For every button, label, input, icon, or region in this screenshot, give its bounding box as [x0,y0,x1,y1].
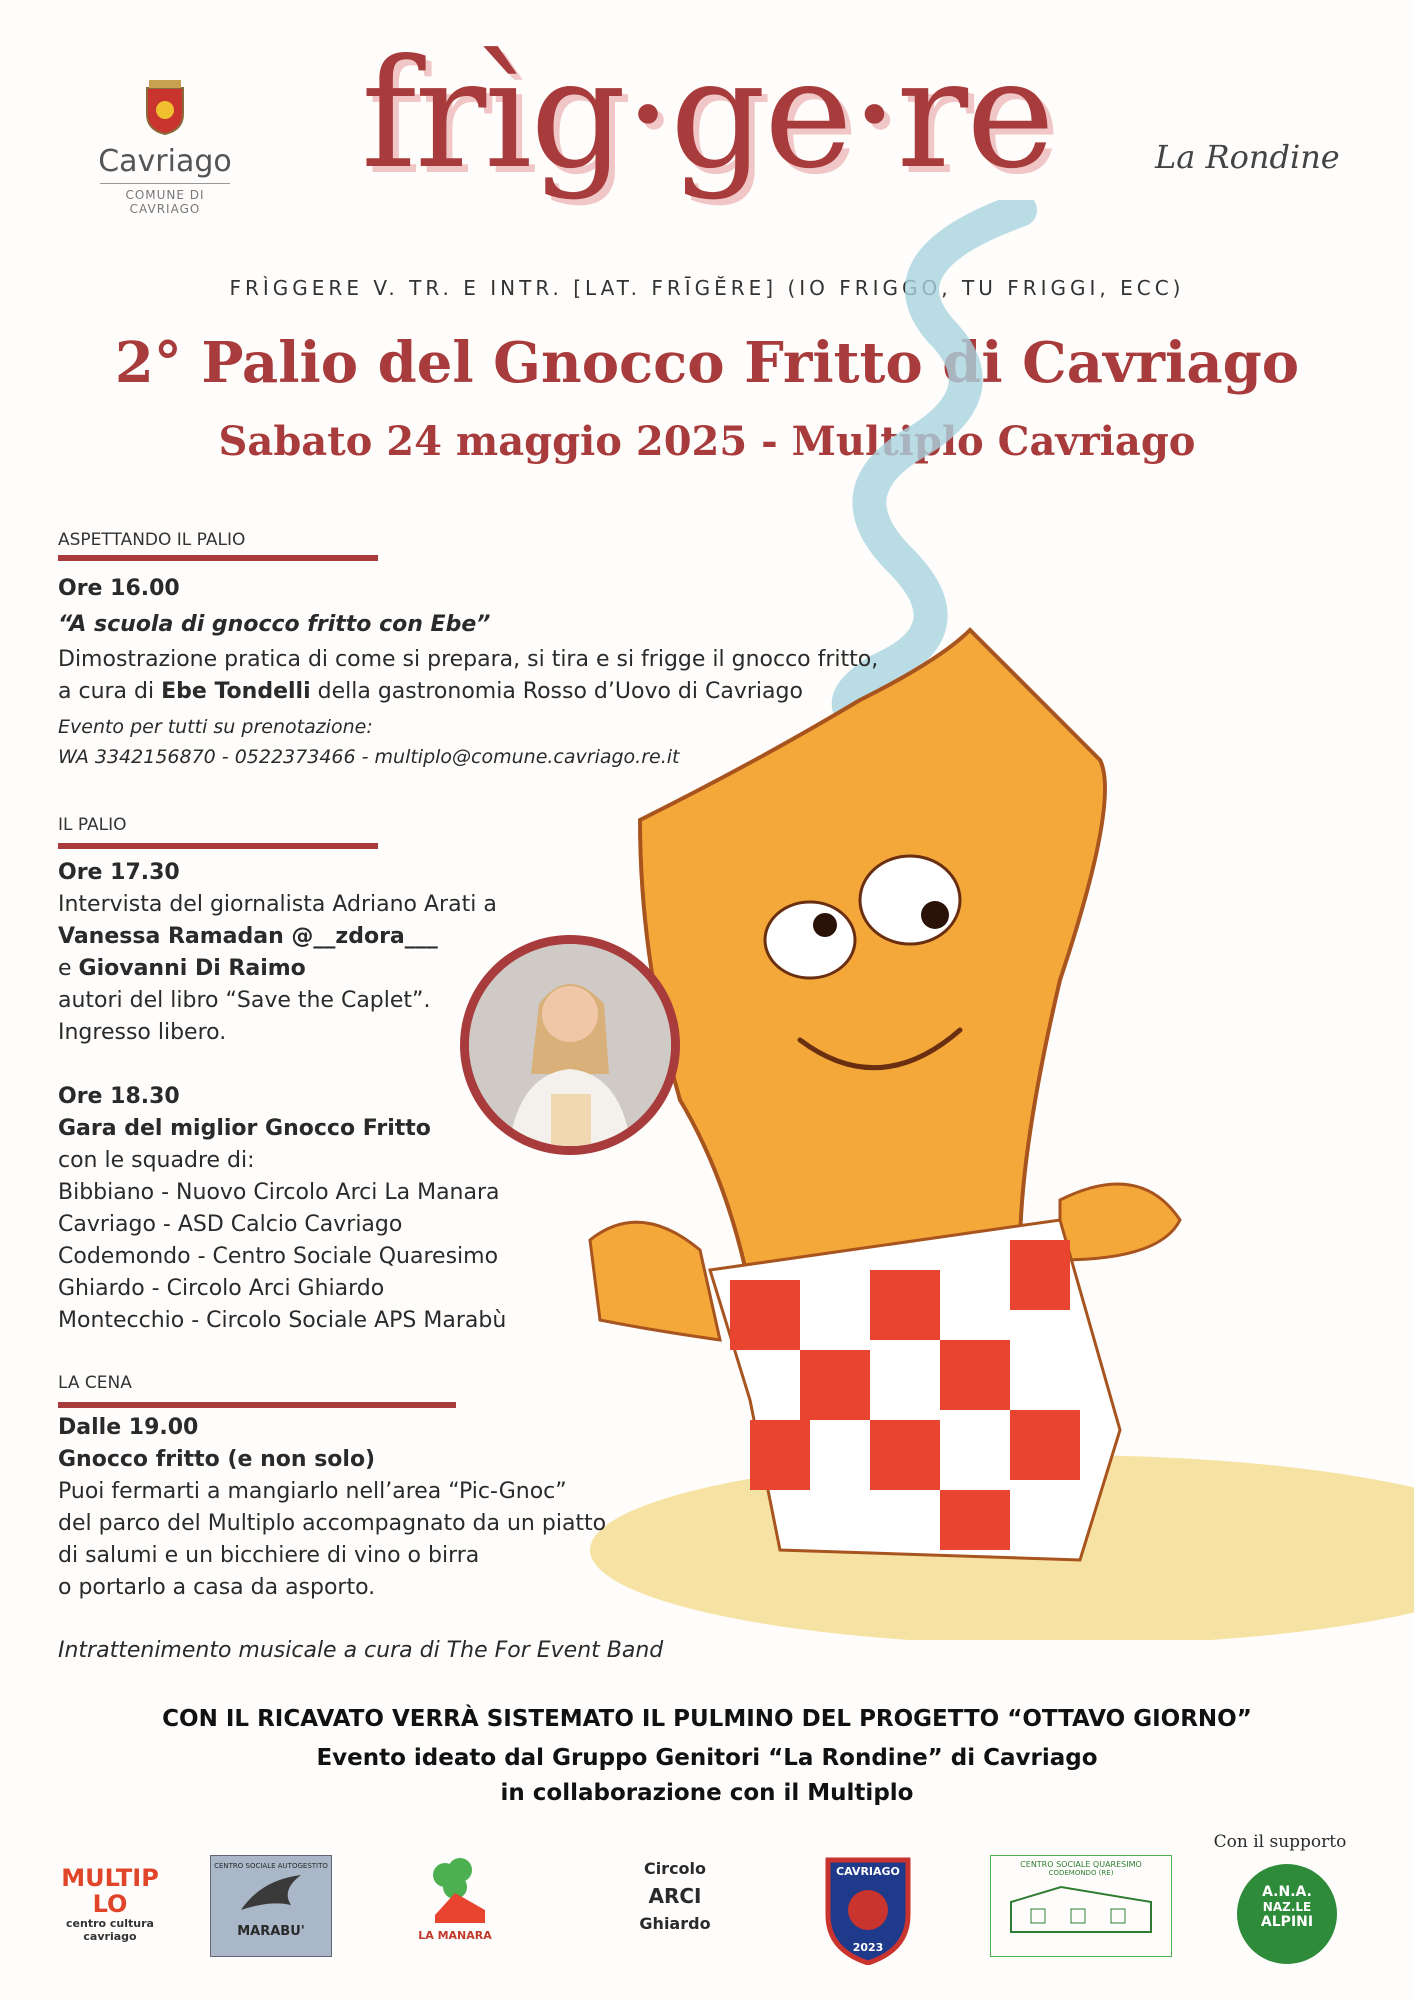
sponsor-la-manara-logo [400,1855,510,1955]
time-19: Dalle 19.00 [58,1415,199,1440]
team-list-item: Cavriago - ASD Calcio Cavriago [58,1212,403,1237]
desc-text: della gastronomia Rosso d’Uovo di Cavriago [310,679,803,704]
sponsor-circolo-ghiardo-logo [615,1855,735,1955]
marabu-top: CENTRO SOCIALE AUTOGESTITO [214,1862,328,1870]
sponsor-marabu-logo [210,1855,332,1957]
section-divider [58,843,378,849]
booking-contacts: WA 3342156870 - 0522373466 - multiplo@comune.cavriago.re.it [58,746,680,768]
event-date: Sabato 24 maggio 2025 - Multiplo Cavriago [218,418,1196,465]
la-rondine-logo: La Rondine [1155,138,1340,176]
section-divider [58,1402,456,1408]
ghiardo-bottom: Ghiardo [639,1914,711,1933]
collaboration-note: in collaborazione con il Multiplo [500,1780,914,1806]
time-1830: Ore 18.30 [58,1084,180,1109]
dinner-line: Puoi fermarti a mangiarlo nell’area “Pic-Gnoc” [58,1479,567,1504]
municipality-subtitle: COMUNE DI CAVRIAGO [100,183,230,216]
contest-title: Gara del miglior Gnocco Fritto [58,1116,431,1141]
sponsor-multiplo-logo [60,1855,160,1955]
interview-guest-2 [58,953,306,985]
team-list-item: Codemondo - Centro Sociale Quaresimo [58,1244,499,1269]
workshop-desc-1: Dimostrazione pratica di come si prepara, si tira e si frigge il gnocco fritto, [58,647,879,672]
time-16: Ore 16.00 [58,576,180,601]
calcio-year: 2023 [852,1941,884,1954]
desc-text: a cura di [58,679,162,704]
section-label-palio: IL PALIO [58,815,127,835]
conjunction: e [58,956,79,981]
team-list-item: Montecchio - Circolo Sociale APS Marabù [58,1308,507,1333]
interview-line-1: Intervista del giornalista Adriano Arati a [58,892,497,917]
stork-icon [231,1870,311,1920]
alpini-c: ALPINI [1260,1914,1314,1930]
gnocco-mascot-illustration [500,200,1414,1640]
manara-name: LA MANARA [418,1929,492,1942]
calcio-name: CAVRIAGO [836,1865,900,1878]
interview-line-4: autori del libro “Save the Caplet”. [58,988,431,1013]
booking-note: Evento per tutti su prenotazione: [58,716,373,738]
quaresimo-name: CENTRO SOCIALE QUARESIMO [1020,1860,1142,1869]
sponsor-cavriago-calcio-logo [818,1855,918,1965]
ghiardo-top: Circolo [643,1859,707,1878]
section-label-cena: LA CENA [58,1373,132,1393]
music-note: Intrattenimento musicale a cura di The For Event Band [58,1638,664,1663]
dinner-line: di salumi e un bicchiere di vino o birra [58,1543,480,1568]
proceeds-note: CON IL RICAVATO VERRÀ SISTEMATO IL PULMINO DEL PROGETTO “OTTAVO GIORNO” [162,1706,1252,1732]
marabu-name: MARABU' [237,1924,305,1939]
portrait-image [469,944,671,1146]
organizer-note: Evento ideato dal Gruppo Genitori “La Rondine” di Cavriago [316,1745,1098,1771]
interview-line-5: Ingresso libero. [58,1020,227,1045]
team-list-item: Bibbiano - Nuovo Circolo Arci La Manara [58,1180,500,1205]
multiplo-logo-text: MULTIPLO [61,1864,159,1918]
ghiardo-mid: ARCI [648,1884,702,1908]
quaresimo-sub: CODEMONDO (RE) [1048,1869,1114,1877]
guest-name: Giovanni Di Raimo [78,956,306,981]
host-name: Ebe Tondelli [161,679,311,704]
team-list-item: Ghiardo - Circolo Arci Ghiardo [58,1276,385,1301]
multiplo-logo-sub: centro cultura cavriago [66,1917,154,1943]
support-label: Con il supporto [1213,1832,1347,1852]
contest-intro: con le squadre di: [58,1148,255,1173]
page-title: frìg·ge·re [361,28,1053,202]
section-divider [58,555,378,561]
clover-house-icon [415,1855,495,1925]
alpini-a: A.N.A. [1262,1884,1312,1900]
building-icon [1001,1877,1161,1937]
dinner-line: o portarlo a casa da asporto. [58,1575,376,1600]
word-definition: FRÌGGERE V. TR. E INTR. [LAT. FRĪGĔRE] (IO FRIGGO, TU FRIGGI, ECC) [229,276,1185,300]
sponsor-alpini-logo [1237,1864,1337,1964]
time-1730: Ore 17.30 [58,860,180,885]
workshop-desc-2 [58,676,803,708]
dinner-title: Gnocco fritto (e non solo) [58,1447,376,1472]
municipality-name: Cavriago [98,144,232,179]
interview-guest-1: Vanessa Ramadan @__zdora___ [58,924,438,949]
sponsor-quaresimo-logo [990,1855,1172,1957]
dinner-line: del parco del Multiplo accompagnato da un piatto [58,1511,607,1536]
alpini-b: NAZ.LE [1262,1900,1312,1914]
event-title: 2° Palio del Gnocco Fritto di Cavriago [114,330,1300,396]
workshop-title: “A scuola di gnocco fritto con Ebe” [58,612,491,637]
section-label-aspettando: ASPETTANDO IL PALIO [58,530,246,550]
guest-photo [460,935,680,1155]
